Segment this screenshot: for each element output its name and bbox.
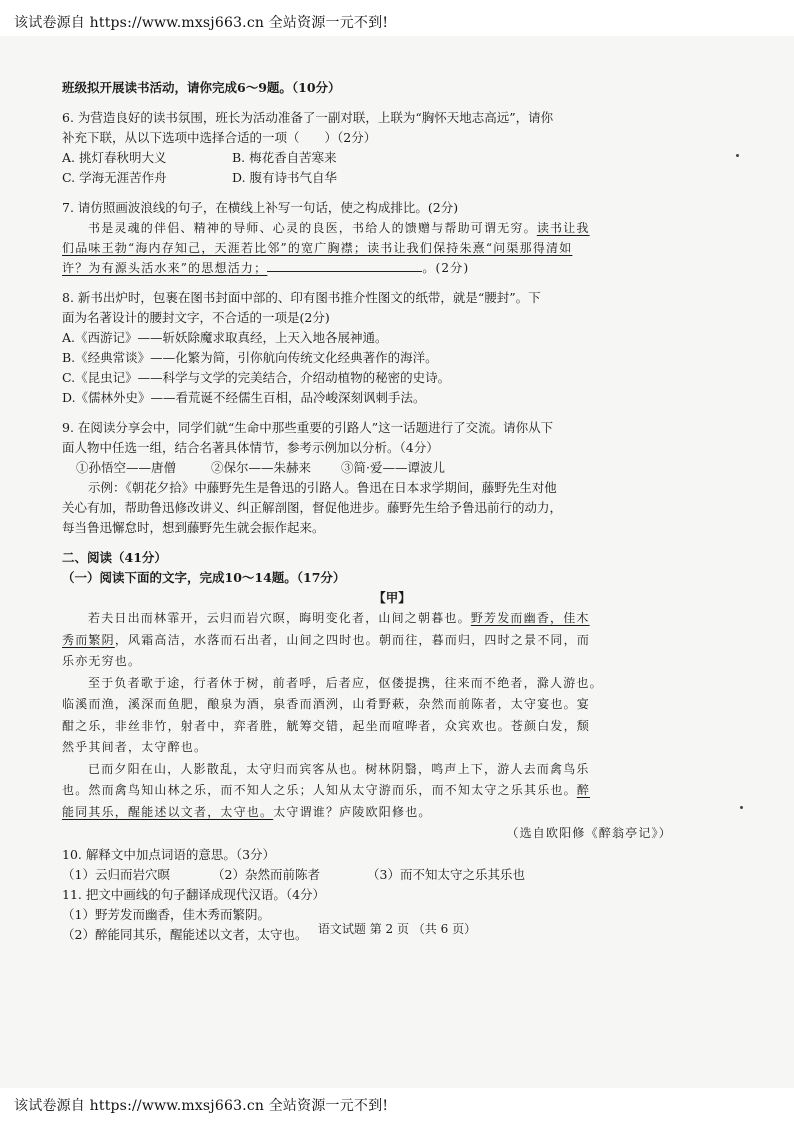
q8-stem-line1: 8. 新书出炉时，包裹在图书封面中部的、印有图书推介性图文的纸带，就是“腰封”。下 — [62, 290, 541, 305]
q11-stem: 11. 把文中画线的句子翻译成现代汉语。（4分） — [62, 886, 326, 902]
q9-pairs — [62, 458, 722, 478]
q10-item-2: （2）杂然而前陈者 — [212, 866, 320, 882]
passage-underlined: 醉 — [576, 783, 591, 797]
q7-answer-blank[interactable] — [267, 259, 422, 272]
q10-item-1: （1）云归而岩穴暝 — [62, 866, 170, 882]
source-banner-bottom: 该试卷源自 https://www.mxsj663.cn 全站资源一元不到! — [14, 1098, 389, 1114]
passage-line — [62, 608, 722, 630]
q8-option-b: B.《经典常谈》——化繁为简，引你航向传统文化经典著作的海洋。 — [62, 350, 438, 365]
classical-passage — [62, 608, 722, 845]
q7-wavy-text: 许？为有源头活水来”的思想活力； — [62, 261, 268, 275]
q6-option-b: B. 梅花香自苦寒来 — [232, 150, 337, 165]
q8-option-d: D.《儒林外史》——看荒诞不经儒生百相，品冷峻深刻讽刺手法。 — [62, 390, 426, 405]
passage-line — [62, 780, 722, 802]
q7-text: 书是灵魂的伴侣、精神的导师、心灵的良医，书给人的馈赠与帮助可谓无穷。 — [88, 221, 537, 235]
q6-options-row2 — [62, 168, 722, 188]
page-footer: 语文试题 第 2 页 （共 6 页） — [317, 922, 477, 936]
q6-option-d: D. 腹有诗书气自华 — [232, 170, 338, 185]
passage-underlined: 秀而繁阴 — [62, 632, 115, 647]
q9-stem-line1: 9. 在阅读分享会中，同学们就“生命中那些重要的引路人”这一话题进行了交流。请你从下 — [62, 420, 554, 435]
passage-source: （选自欧阳修《醉翁亭记》） — [506, 826, 672, 840]
scan-speck — [740, 806, 743, 809]
q6-options-row1 — [62, 148, 722, 168]
passage-line: 酣之乐，非丝非竹，射者中，弈者胜，觥筹交错，起坐而喧哗者，众宾欢也。苍颜白发，颓 — [62, 718, 591, 733]
q7-points: 。(2分) — [422, 261, 470, 275]
q9-pair-3: ③简·爱——谭波儿 — [341, 460, 445, 475]
section-2-title: 二、阅读（41分） — [62, 550, 167, 565]
q7-wavy-text: 们品味王勃“海内存知己，天涯若比邻”的宽广胸襟； — [62, 241, 368, 255]
q10-stem: 10. 解释文中加点词语的意思。（3分） — [62, 846, 276, 862]
q9-pair-1: ①孙悟空——唐僧 — [76, 460, 177, 475]
q6-option-c: C. 学海无涯苦作舟 — [62, 170, 167, 185]
source-banner-top: 该试卷源自 https://www.mxsj663.cn 全站资源一元不到! — [14, 15, 389, 31]
q9-example-line2: 关心有加，帮助鲁迅修改讲义、纠正解剖图，督促他进步。藤野先生给予鲁迅前行的动力， — [62, 500, 563, 515]
q8-stem-line2: 面为名著设计的腰封文字，不合适的一项是(2分) — [62, 310, 330, 325]
q9-example-line3: 每当鲁迅懈怠时，想到藤野先生就会振作起来。 — [62, 520, 325, 535]
passage-text: ，风霜高洁，水落而石出者，山间之四时也。朝而往，暮而归，四时之景不同，而 — [114, 632, 591, 647]
question-7 — [62, 198, 722, 278]
q7-stem: 7. 请仿照画波浪线的句子，在横线上补写一句话，使之构成排比。(2分) — [62, 200, 459, 215]
q9-stem-line2: 面人物中任选一组，结合名著具体情节，参考示例加以分析。（4分） — [62, 440, 439, 455]
passage-line: 至于负者歌于途，行者休于树，前者呼，后者应，伛偻提携，往来而不绝者，滁人游也。 — [88, 675, 603, 690]
question-6 — [62, 108, 722, 188]
q6-stem-line1: 6. 为营造良好的读书氛围，班长为活动准备了一副对联，上联为“胸怀天地志高远”，请你 — [62, 110, 554, 125]
q9-pair-2: ②保尔——朱赫来 — [211, 460, 312, 475]
passage-underlined: 能同其乐，醒能述以文者，太守也。 — [62, 804, 274, 819]
passage-line: 然乎其间者，太守醉也。 — [62, 740, 208, 754]
q7-passage-line3 — [62, 258, 722, 278]
passage-line — [62, 802, 722, 824]
q8-option-a: A.《西游记》——斩妖除魔求取真经，上天入地各展神通。 — [62, 330, 388, 345]
section-intro: 班级拟开展读书活动，请你完成6～9题。（10分） — [62, 80, 341, 95]
q11-item-2: （2）醉能同其乐，醒能述以文者，太守也。 — [62, 926, 308, 942]
question-8 — [62, 288, 722, 408]
q7-passage-line1 — [62, 218, 722, 238]
q7-wavy-text: 读书让我 — [536, 221, 590, 235]
question-10 — [62, 845, 722, 885]
passage-line: 已而夕阳在山，人影散乱，太守归而宾客从也。树林阴翳，鸣声上下，游人去而禽鸟乐 — [88, 761, 590, 776]
passage-text: 太守谓谁？庐陵欧阳修也。 — [273, 804, 432, 819]
q7-passage-line2 — [62, 238, 722, 258]
q6-stem-line2: 补充下联，从以下选项中选择合适的一项（ ）（2分） — [62, 130, 377, 145]
passage-text: 也。然而禽鸟知山林之乐，而不知人之乐；人知从太守游而乐，而不知太守之乐其乐也。 — [62, 783, 577, 797]
passage-line: 临溪而渔，溪深而鱼肥，酿泉为酒，泉香而酒洌，山肴野蔌，杂然而前陈者，太守宴也。宴 — [62, 697, 591, 711]
q11-item-1: （1）野芳发而幽香，佳木秀而繁阴。 — [62, 906, 270, 922]
passage-underlined: 野芳发而幽香，佳木 — [470, 611, 590, 625]
q7-wavy-text: 读书让我们保持朱熹“问渠那得清如 — [367, 241, 573, 255]
q6-option-a: A. 挑灯春秋明大义 — [62, 150, 167, 165]
q8-option-c: C.《昆虫记》——科学与文学的完美结合，介绍动植物的秘密的史诗。 — [62, 370, 451, 385]
q10-item-3: （3）而不知太守之乐其乐也 — [367, 866, 525, 882]
section-2-subtitle: （一）阅读下面的文字，完成10～14题。（17分） — [62, 570, 346, 585]
passage-line: 乐亦无穷也。 — [62, 654, 142, 668]
exam-content — [62, 78, 722, 945]
passage-text: 若夫日出而林霏开，云归而岩穴暝，晦明变化者，山间之朝暮也。 — [88, 611, 471, 625]
scan-speck — [736, 154, 739, 157]
passage-label: 【甲】 — [373, 590, 411, 605]
passage-line — [62, 630, 722, 652]
q10-items — [62, 865, 722, 885]
q9-example-line1: 示例：《朝花夕拾》中藤野先生是鲁迅的引路人。鲁迅在日本求学期间，藤野先生对他 — [88, 480, 557, 495]
question-9 — [62, 418, 722, 538]
